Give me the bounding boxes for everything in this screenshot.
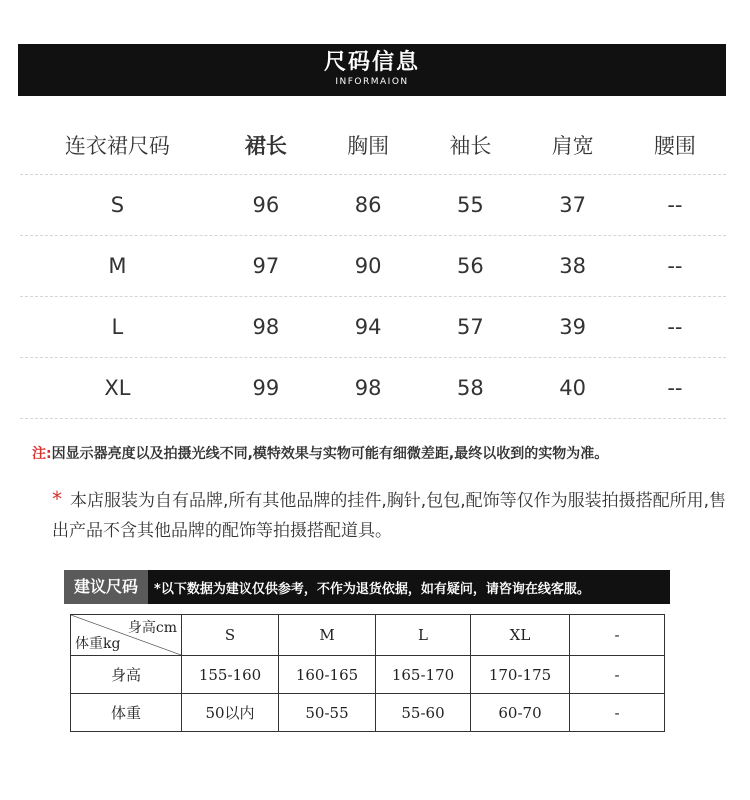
diagonal-header <box>71 615 181 655</box>
header-bust: 胸围 <box>347 134 390 158</box>
value-cell: 90 <box>354 254 382 278</box>
table-row <box>71 656 665 694</box>
header-skirt-length: 裙长 <box>244 134 287 158</box>
size-header-cell: L <box>376 615 471 656</box>
value-cell: 55-60 <box>376 694 471 732</box>
table-row <box>71 615 665 656</box>
header-sleeve: 袖长 <box>449 134 492 158</box>
table-row <box>20 236 726 297</box>
info-banner <box>18 44 726 96</box>
value-cell: 40 <box>559 376 586 400</box>
value-cell: 50以内 <box>182 694 279 732</box>
row-label: 身高 <box>71 656 182 694</box>
value-cell: -- <box>667 193 683 217</box>
suggest-size-label: 建议尺码 <box>64 570 148 604</box>
note-text: 本店服装为自有品牌,所有其他品牌的挂件,胸针,包包,配饰等仅作为服装拍摄搭配所用,售出产品不含其他品牌的配饰等拍摄搭配道具。 <box>52 491 727 541</box>
corner-height-label: 身高cm <box>127 620 177 636</box>
value-cell: 37 <box>559 193 586 217</box>
value-cell: - <box>570 656 665 694</box>
corner-cell <box>71 615 182 656</box>
size-header-cell: XL <box>471 615 570 656</box>
corner-weight-label: 体重kg <box>75 636 121 652</box>
value-cell: -- <box>667 254 683 278</box>
header-waist: 腰围 <box>653 134 696 158</box>
value-cell: 60-70 <box>471 694 570 732</box>
value-cell: 98 <box>354 376 382 400</box>
value-cell: 97 <box>252 254 280 278</box>
size-cell: XL <box>104 376 131 400</box>
banner-title: 尺码信息 <box>323 50 420 75</box>
value-cell: 155-160 <box>182 656 279 694</box>
value-cell: - <box>570 694 665 732</box>
size-header-cell: - <box>570 615 665 656</box>
header-shoulder: 肩宽 <box>551 134 594 158</box>
value-cell: 55 <box>457 193 484 217</box>
value-cell: 39 <box>559 315 586 339</box>
suggest-size-note: *以下数据为建议仅供参考，不作为退货依据，如有疑问，请咨询在线客服。 <box>154 581 590 597</box>
size-table-header <box>20 116 726 175</box>
dress-size-table <box>20 116 726 419</box>
value-cell: 96 <box>252 193 280 217</box>
value-cell: 57 <box>457 315 484 339</box>
size-cell: L <box>111 315 124 339</box>
value-cell: 94 <box>354 315 382 339</box>
table-row <box>20 297 726 358</box>
size-cell: M <box>108 254 127 278</box>
value-cell: 160-165 <box>279 656 376 694</box>
display-disclaimer <box>32 443 608 463</box>
value-cell: -- <box>667 376 683 400</box>
value-cell: 50-55 <box>279 694 376 732</box>
size-cell: S <box>110 193 125 217</box>
value-cell: 56 <box>457 254 484 278</box>
row-label: 体重 <box>71 694 182 732</box>
table-row <box>20 175 726 236</box>
note-prefix: 注: <box>32 446 52 462</box>
value-cell: -- <box>667 315 683 339</box>
value-cell: 98 <box>252 315 280 339</box>
value-cell: 38 <box>559 254 586 278</box>
note-text: 因显示器亮度以及拍摄光线不同,模特效果与实物可能有细微差距,最终以收到的实物为准。 <box>51 446 609 462</box>
banner-subtitle: INFORMAION <box>335 77 409 87</box>
table-row <box>20 358 726 419</box>
size-header-cell: M <box>279 615 376 656</box>
value-cell: 58 <box>457 376 484 400</box>
value-cell: 165-170 <box>376 656 471 694</box>
suggest-size-bar <box>64 570 670 604</box>
size-header-cell: S <box>182 615 279 656</box>
value-cell: 86 <box>354 193 382 217</box>
brand-disclaimer <box>52 484 732 546</box>
asterisk-icon: * <box>52 487 62 511</box>
header-size: 连衣裙尺码 <box>64 134 170 158</box>
value-cell: 170-175 <box>471 656 570 694</box>
suggest-size-table <box>70 614 665 732</box>
value-cell: 99 <box>252 376 280 400</box>
table-row <box>71 694 665 732</box>
